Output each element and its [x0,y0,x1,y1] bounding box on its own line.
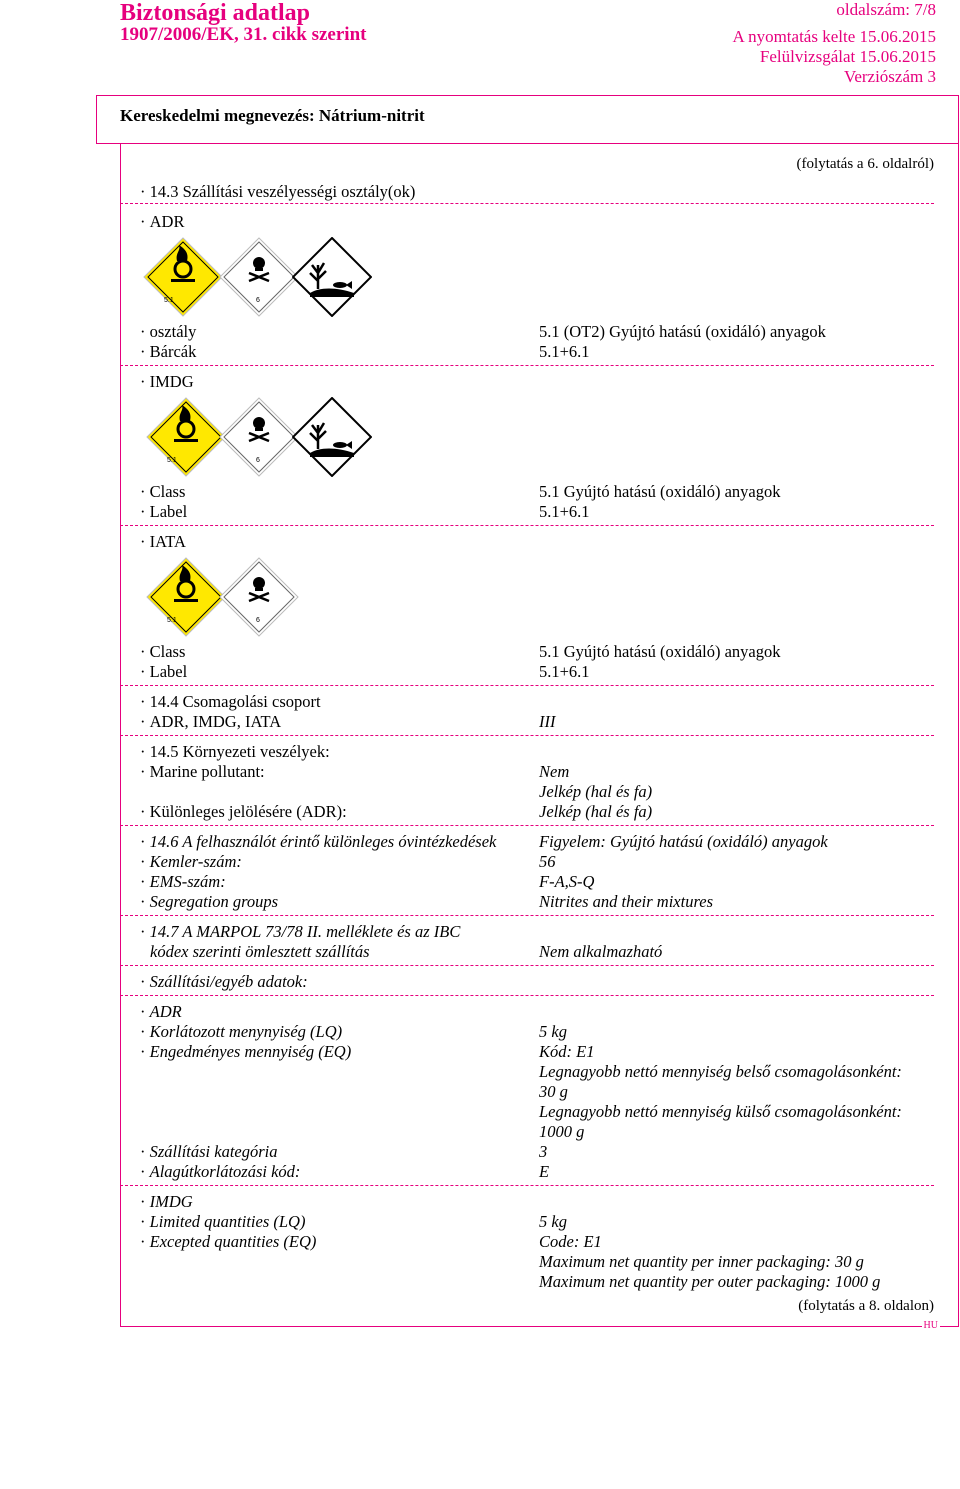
svg-text:5.1: 5.1 [167,457,177,464]
kemler-value: 56 [539,852,556,871]
divider [120,735,934,736]
lq-label: · Korlátozott menynyiség (LQ) [140,1022,342,1042]
svg-text:5.1: 5.1 [167,617,177,624]
ems-value: F-A,S-Q [539,872,595,891]
divider [120,915,934,916]
continued-to: (folytatás a 8. oldalon) [798,1298,934,1314]
adr-labels-label: · Bárcák [140,342,196,362]
svg-text:6: 6 [256,457,260,464]
eq-inner-value: 30 g [539,1082,568,1101]
divider [120,685,934,686]
imdg-labels-value: 5.1+6.1 [539,502,590,521]
imdg-label: · IMDG [140,372,194,392]
eq-label: · Engedményes mennyiség (EQ) [140,1042,351,1062]
iata-labels-label: · Label [140,662,187,682]
environment-pictogram [292,397,372,477]
review-date: Felülvizsgálat 15.06.2015 [759,47,936,66]
page-number: oldalszám: 7/8 [836,0,936,19]
section-14-4-heading: · 14.4 Csomagolási csoport [140,692,321,712]
oxidizer-pictogram [143,237,223,317]
divider [120,365,934,366]
imdg-eq-inner: Maximum net quantity per inner packaging: 30 g [539,1252,864,1271]
print-date: A nyomtatás kelte 15.06.2015 [732,27,936,46]
section-14-7-value: Nem alkalmazható [539,942,663,961]
eq-value: Kód: E1 [539,1042,595,1061]
tunnel-code-value: E [539,1162,550,1181]
imdg-lq-label: · Limited quantities (LQ) [140,1212,305,1232]
imdg-eq-value: Code: E1 [539,1232,602,1251]
svg-text:6: 6 [256,617,260,624]
divider [120,1185,934,1186]
section-14-6-value: Figyelem: Gyújtó hatású (oxidáló) anyagok [539,832,828,851]
eq-outer-value: 1000 g [539,1122,585,1141]
kemler-label: · Kemler-szám: [140,852,242,872]
special-marking-label: · Különleges jelölésére (ADR): [140,802,347,822]
adr-class-label: · osztály [140,322,196,342]
divider [120,995,934,996]
adr-label: · ADR [140,212,184,232]
imdg-eq-label: · Excepted quantities (EQ) [140,1232,316,1252]
frame-right-top [958,95,959,144]
other-adr-label: · ADR [140,1002,182,1022]
oxidizer-pictogram [146,557,226,637]
divider [120,825,934,826]
lq-value: 5 kg [539,1022,567,1041]
marine-pollutant-symbol: Jelkép (hal és fa) [539,782,653,801]
imdg-labels-label: · Label [140,502,187,522]
transport-category-label: · Szállítási kategória [140,1142,278,1162]
section-14-7-heading: · 14.7 A MARPOL 73/78 II. melléklete és az IBC [140,922,460,942]
iata-label: · IATA [140,532,186,552]
document-title: Biztonsági adatlap [120,0,311,26]
section-14-3-heading: · 14.3 Szállítási veszélyességi osztály(ok) [140,182,415,202]
tunnel-code-label: · Alagútkorlátozási kód: [140,1162,300,1182]
divider [120,965,934,966]
divider [120,203,934,204]
imdg-class-value: 5.1 Gyújtó hatású (oxidáló) anyagok [539,482,781,501]
adr-class-value: 5.1 (OT2) Gyújtó hatású (oxidáló) anyagok [539,322,826,341]
segregation-label: · Segregation groups [140,892,278,912]
environment-pictogram [292,237,372,317]
regulation-reference: 1907/2006/EK, 31. cikk szerint [120,24,367,45]
section-14-5-heading: · 14.5 Környezeti veszélyek: [140,742,330,762]
footer-rule [120,1326,959,1327]
header-rule [96,95,958,96]
version-number: Verziószám 3 [843,67,936,86]
trade-name-rule [96,143,958,144]
eq-outer-text: Legnagyobb nettó mennyiség külső csomagolásonként: [539,1102,902,1121]
packing-group-label: · ADR, IMDG, IATA [140,712,281,732]
frame-right [958,143,959,1327]
other-imdg-label: · IMDG [140,1192,193,1212]
iata-class-value: 5.1 Gyújtó hatású (oxidáló) anyagok [539,642,781,661]
imdg-eq-outer: Maximum net quantity per outer packaging: 1000 g [539,1272,881,1291]
continued-from: (folytatás a 6. oldalról) [796,156,934,172]
section-14-7-heading-line2: kódex szerinti ömlesztett szállítás [150,942,370,961]
iata-class-label: · Class [140,642,185,662]
adr-labels-value: 5.1+6.1 [539,342,590,361]
imdg-lq-value: 5 kg [539,1212,567,1231]
toxic-pictogram [219,237,299,317]
segregation-value: Nitrites and their mixtures [539,892,714,911]
iata-labels-value: 5.1+6.1 [539,662,590,681]
toxic-pictogram [219,397,299,477]
eq-inner-text: Legnagyobb nettó mennyiség belső csomagolásonként: [539,1062,902,1081]
oxidizer-pictogram [146,397,226,477]
marine-pollutant-value: Nem [539,762,570,781]
imdg-class-label: · Class [140,482,185,502]
language-code: HU [923,1320,938,1331]
transport-category-value: 3 [539,1142,548,1161]
section-14-6-heading: · 14.6 A felhasználót érintő különleges óvintézkedések [140,832,496,852]
svg-text:6: 6 [256,297,260,304]
packing-group-value: III [539,712,556,731]
svg-text:5.1: 5.1 [164,297,174,304]
transport-other-heading: · Szállítási/egyéb adatok: [140,972,308,992]
toxic-pictogram [219,557,299,637]
frame-left-top [96,95,97,144]
divider [120,525,934,526]
trade-name: Kereskedelmi megnevezés: Nátrium-nitrit [120,106,425,125]
ems-label: · EMS-szám: [140,872,226,892]
marine-pollutant-label: · Marine pollutant: [140,762,265,782]
special-marking-value: Jelkép (hal és fa) [539,802,653,821]
